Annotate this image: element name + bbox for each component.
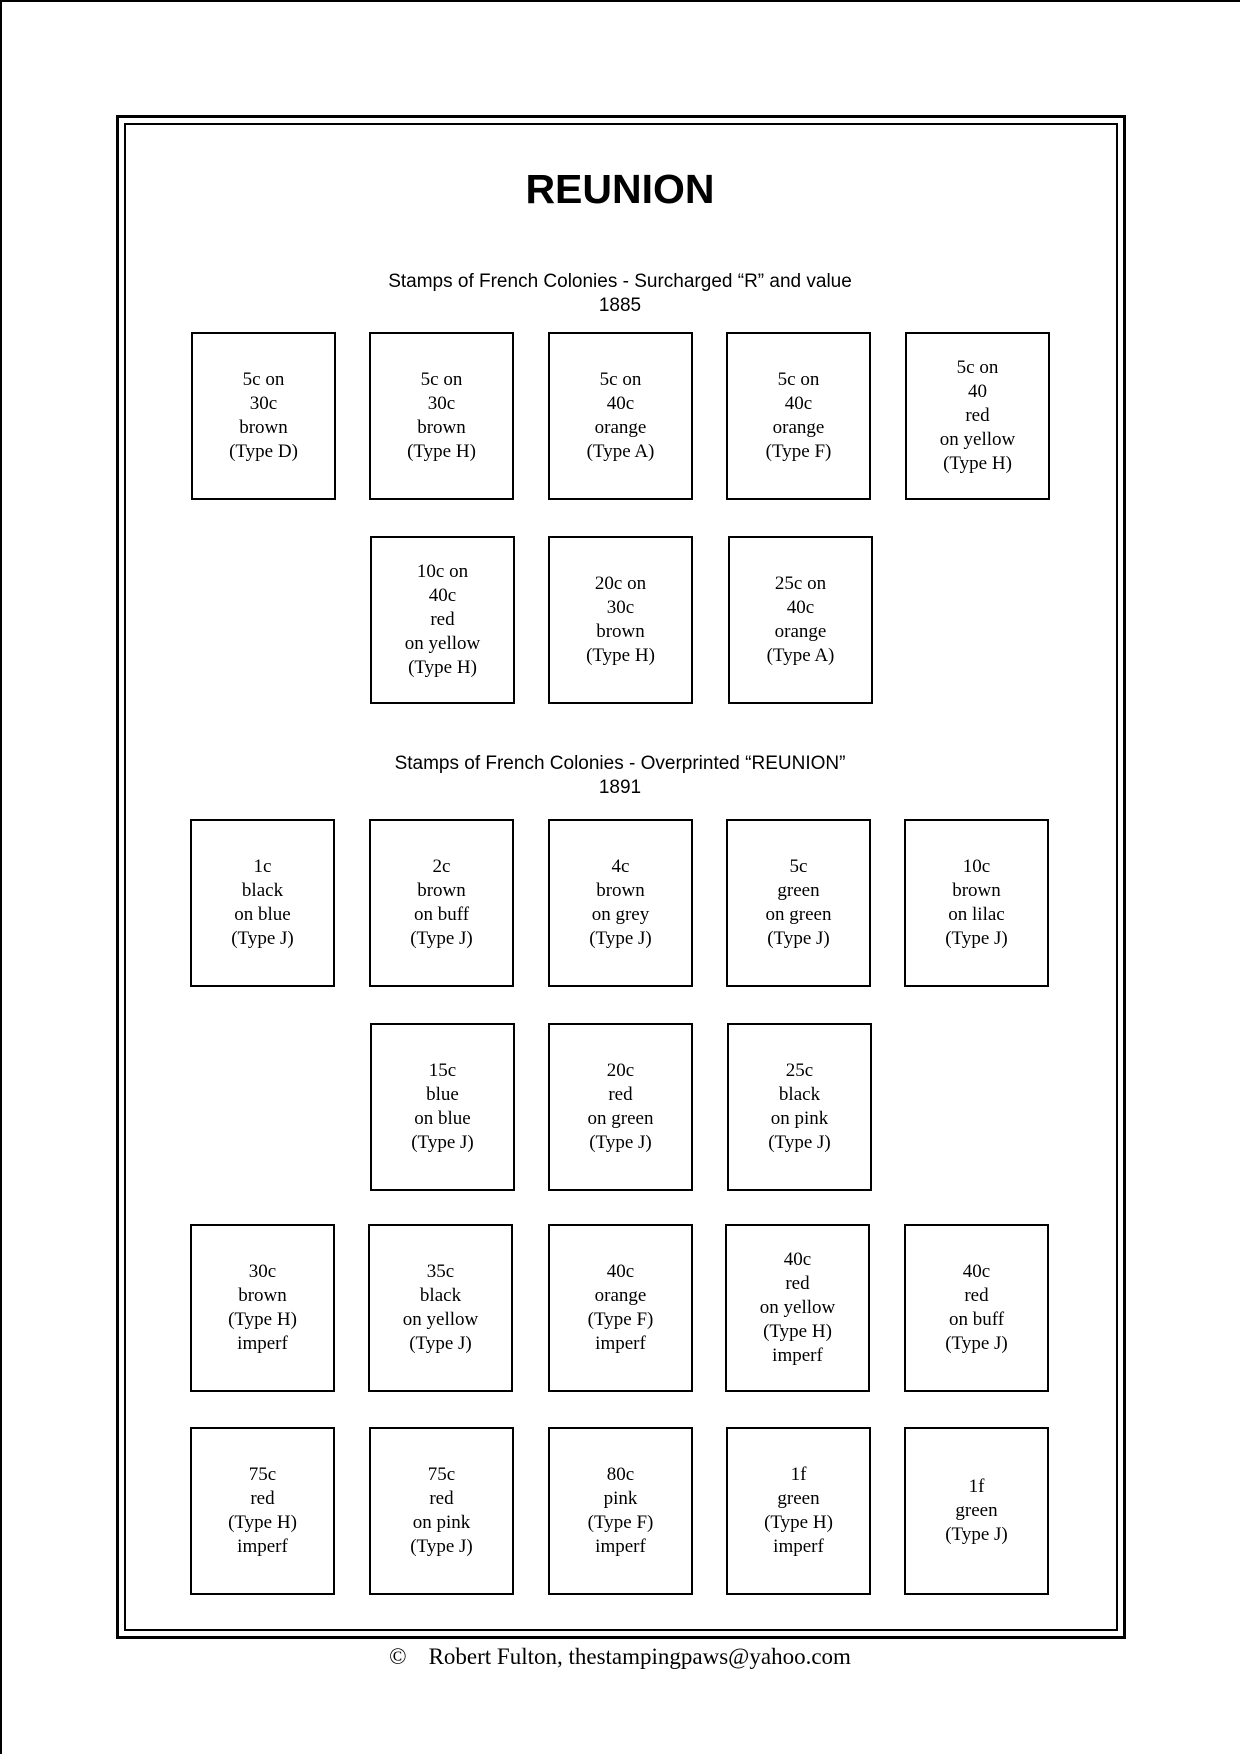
stamp-line: (Type A) [766,645,835,666]
page-title: REUNION [525,166,715,212]
stamp-space [369,332,514,500]
stamp-line: orange [774,621,827,642]
stamp-line: 10c [962,856,991,877]
stamp-line: imperf [237,1536,288,1557]
stamp-space [369,1427,514,1595]
stamp-space [368,1224,513,1392]
stamp-line: brown [238,1285,287,1306]
stamp-line: brown [417,417,466,438]
stamp-line: (Type J) [945,1333,1008,1354]
stamp-line: orange [594,1285,647,1306]
stamp-line: (Type J) [589,928,652,949]
stamp-line: red [429,1488,454,1509]
stamp-line: imperf [595,1333,646,1354]
stamp-line: 20c on [594,573,647,594]
stamp-line: (Type F) [765,441,832,462]
stamp-line: 4c [611,856,630,877]
stamp-line: (Type J) [589,1132,652,1153]
stamp-line: 80c [606,1464,635,1485]
stamp-line: 5c on [599,369,642,390]
stamp-line: (Type H) [228,1309,297,1330]
stamp-line: green [777,880,820,901]
stamp-line: orange [772,417,825,438]
stamp-line: 40c [784,393,813,414]
stamp-line: 1f [968,1476,985,1497]
section-heading-1885 [0,270,1240,318]
stamp-line: 5c on [420,369,463,390]
stamp-line: on yellow [759,1297,836,1318]
stamp-space [904,819,1049,987]
stamp-space [370,536,515,704]
stamp-line: on green [587,1108,654,1129]
section-year: 1891 [598,777,642,798]
stamp-line: (Type J) [410,928,473,949]
stamp-space [904,1224,1049,1392]
stamp-line: 15c [428,1060,457,1081]
stamp-space [726,1427,871,1595]
stamp-line: (Type F) [587,1309,654,1330]
stamp-line: 30c [249,393,278,414]
stamp-line: 40c [786,597,815,618]
stamp-line: 40 [968,381,987,402]
stamp-line: (Type J) [231,928,294,949]
stamp-line: on lilac [948,904,1005,925]
stamp-line: on pink [412,1512,471,1533]
stamp-space [190,1224,335,1392]
stamp-space [548,1023,693,1191]
stamp-line: (Type J) [768,1132,831,1153]
stamp-line: 10c on [416,561,469,582]
copyright-footer [0,1643,1240,1671]
stamp-line: brown [596,621,645,642]
stamp-line: black [241,880,284,901]
stamp-line: 5c on [242,369,285,390]
stamp-space [190,1427,335,1595]
stamp-line: black [778,1084,821,1105]
stamp-line: red [608,1084,633,1105]
stamp-space [905,332,1050,500]
stamp-line: (Type H) [943,453,1012,474]
stamp-line: 35c [426,1261,455,1282]
stamp-space [369,819,514,987]
stamp-line: 40c [606,393,635,414]
section-heading-1891 [0,752,1240,800]
stamp-space [548,1427,693,1595]
stamp-line: imperf [237,1333,288,1354]
stamp-space [728,536,873,704]
stamp-line: (Type H) [408,657,477,678]
stamp-line: green [777,1488,820,1509]
stamp-line: (Type H) [763,1321,832,1342]
stamp-line: brown [596,880,645,901]
stamp-line: 40c [606,1261,635,1282]
stamp-line: 30c [248,1261,277,1282]
stamp-line: blue [426,1084,459,1105]
stamp-line: 30c [427,393,456,414]
stamp-line: (Type J) [767,928,830,949]
stamp-line: 75c [248,1464,277,1485]
stamp-space [726,332,871,500]
stamp-line: (Type J) [411,1132,474,1153]
stamp-space [725,1224,870,1392]
page-edge-left [0,0,2,1754]
stamp-space [370,1023,515,1191]
page-edge-top [0,0,1240,2]
stamp-space [548,819,693,987]
stamp-line: red [785,1273,810,1294]
stamp-line: red [965,405,990,426]
stamp-line: orange [594,417,647,438]
stamp-space [548,536,693,704]
stamp-space [904,1427,1049,1595]
stamp-line: red [430,609,455,630]
stamp-line: 5c [789,856,808,877]
stamp-line: 1c [253,856,272,877]
stamp-line: brown [417,880,466,901]
stamp-space [727,1023,872,1191]
stamp-line: (Type H) [586,645,655,666]
stamp-line: on yellow [939,429,1016,450]
stamp-line: 25c on [774,573,827,594]
stamp-line: on blue [414,1108,471,1129]
section-year: 1885 [598,295,642,316]
stamp-space [190,819,335,987]
stamp-line: 2c [432,856,451,877]
stamp-line: 5c on [956,357,999,378]
stamp-line: 20c [606,1060,635,1081]
stamp-line: (Type J) [945,928,1008,949]
stamp-line: 75c [427,1464,456,1485]
stamp-line: imperf [595,1536,646,1557]
stamp-line: black [419,1285,462,1306]
stamp-line: pink [603,1488,638,1509]
section-heading-text: Stamps of French Colonies - Surcharged “R” and value [388,271,852,292]
stamp-line: green [955,1500,998,1521]
stamp-line: on yellow [402,1309,479,1330]
stamp-space [726,819,871,987]
stamp-line: on buff [948,1309,1005,1330]
stamp-line: (Type D) [229,441,298,462]
stamp-line: (Type A) [586,441,655,462]
section-heading-text: Stamps of French Colonies - Overprinted “REUNION” [394,753,846,774]
stamp-line: on yellow [404,633,481,654]
stamp-space [548,1224,693,1392]
stamp-line: 1f [790,1464,807,1485]
stamp-line: 40c [428,585,457,606]
stamp-line: (Type J) [410,1536,473,1557]
copyright-text: Robert Fulton, thestampingpaws@yahoo.com [428,1644,851,1669]
stamp-line: 5c on [777,369,820,390]
stamp-line: (Type J) [945,1524,1008,1545]
stamp-line: 25c [785,1060,814,1081]
stamp-line: (Type F) [587,1512,654,1533]
stamp-line: red [964,1285,989,1306]
stamp-line: on green [765,904,832,925]
stamp-line: brown [952,880,1001,901]
stamp-line: (Type H) [764,1512,833,1533]
stamp-line: brown [239,417,288,438]
stamp-line: imperf [773,1536,824,1557]
stamp-line: red [250,1488,275,1509]
stamp-line: imperf [772,1345,823,1366]
stamp-line: (Type H) [228,1512,297,1533]
copyright-icon: © [389,1644,407,1669]
stamp-line: 40c [962,1261,991,1282]
stamp-line: on pink [770,1108,829,1129]
stamp-line: 30c [606,597,635,618]
stamp-space [548,332,693,500]
stamp-line: 40c [783,1249,812,1270]
stamp-space [191,332,336,500]
stamp-line: on grey [591,904,650,925]
stamp-line: on buff [413,904,470,925]
stamp-line: (Type J) [409,1333,472,1354]
stamp-line: on blue [234,904,291,925]
stamp-line: (Type H) [407,441,476,462]
